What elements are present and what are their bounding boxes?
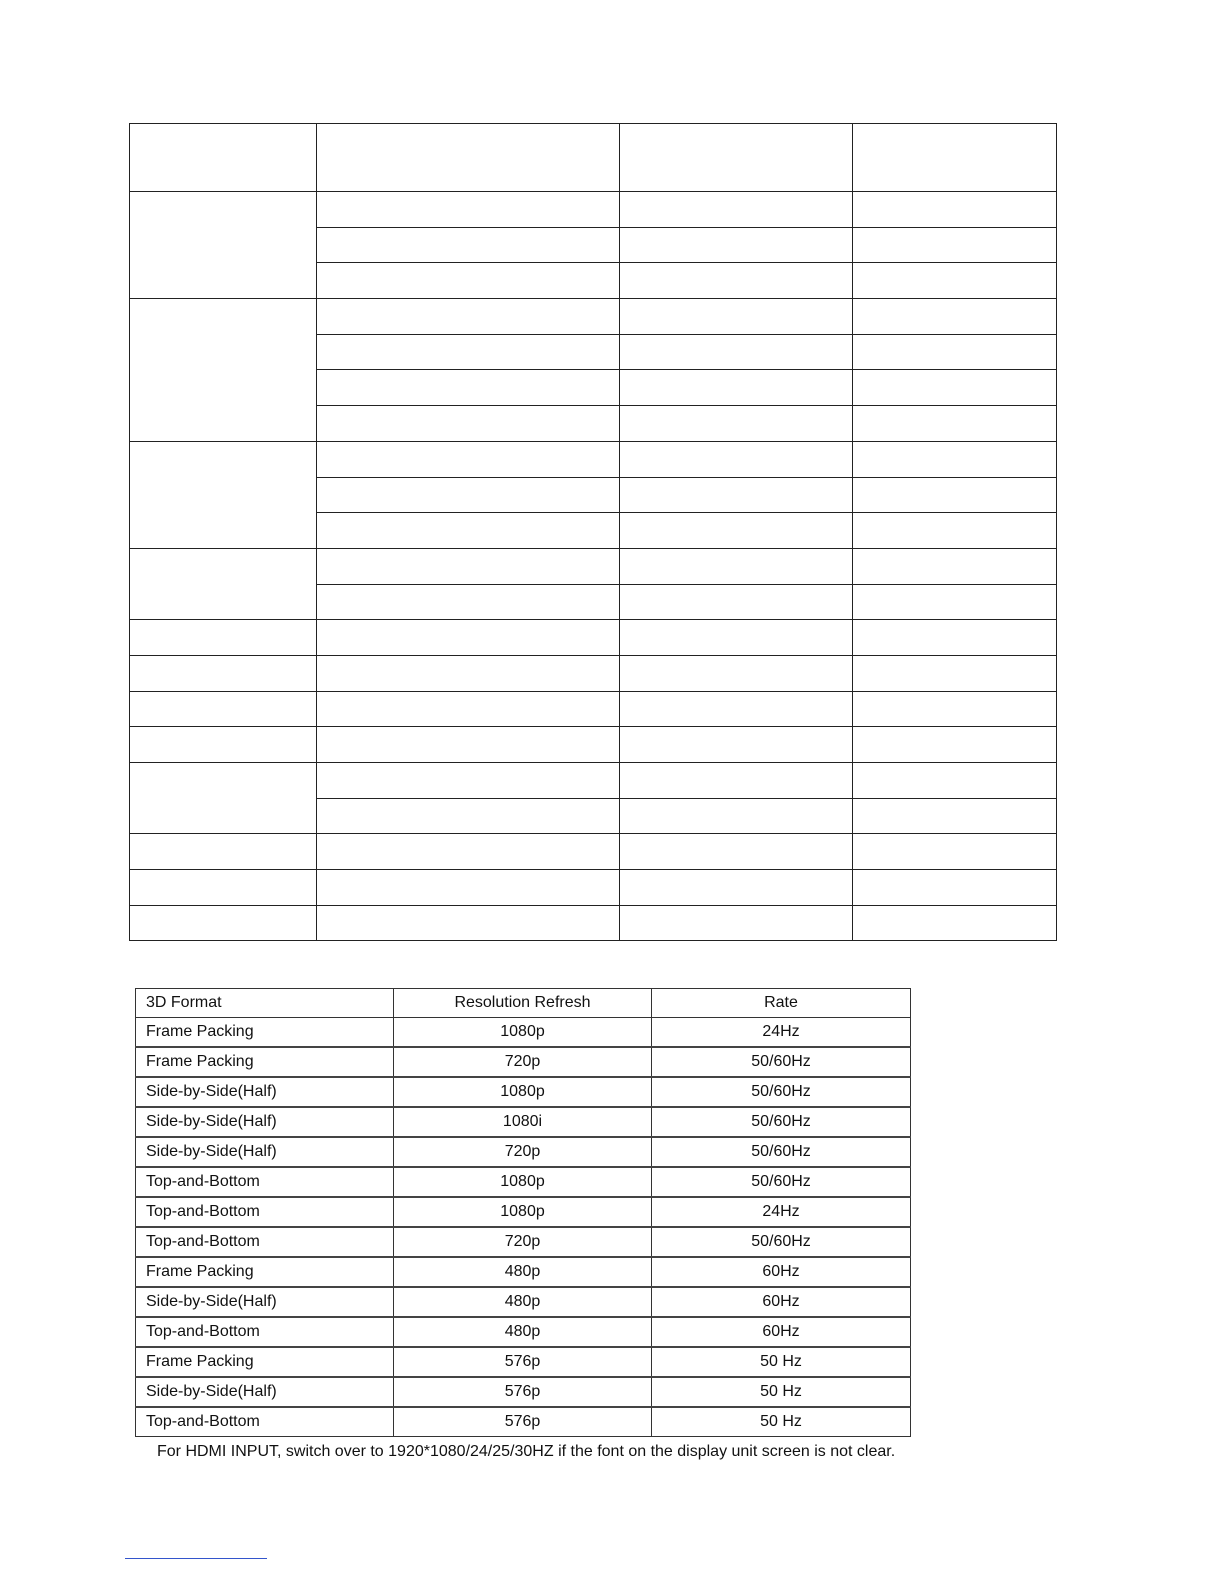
- format-cell: Top-and-Bottom: [136, 1197, 394, 1227]
- format-cell: Top-and-Bottom: [136, 1227, 394, 1257]
- grid-row: [130, 442, 1057, 478]
- rate-cell: 50/60Hz: [652, 1047, 911, 1077]
- table-row: [136, 1167, 911, 1197]
- rate-cell: 50 Hz: [652, 1377, 911, 1407]
- hdmi-input-footnote: For HDMI INPUT, switch over to 1920*1080/24/25/30HZ if the font on the display unit screen is not clear.: [157, 1443, 896, 1460]
- grid-row: [130, 870, 1057, 906]
- format-cell: Side-by-Side(Half): [136, 1077, 394, 1107]
- 3d-format-table: [135, 988, 911, 1437]
- resolution-cell: 720p: [394, 1047, 652, 1077]
- table-row: [136, 1257, 911, 1287]
- grid-row: [130, 656, 1057, 692]
- rate-cell: 50/60Hz: [652, 1107, 911, 1137]
- table-row: [136, 1197, 911, 1227]
- grid-row: [130, 549, 1057, 585]
- rate-cell: 50/60Hz: [652, 1227, 911, 1257]
- rate-cell: 24Hz: [652, 1018, 911, 1048]
- resolution-cell: 720p: [394, 1137, 652, 1167]
- table-row: [136, 1107, 911, 1137]
- resolution-cell: 1080p: [394, 1167, 652, 1197]
- rate-cell: 60Hz: [652, 1317, 911, 1347]
- grid-row: [130, 299, 1057, 335]
- rate-cell: 50/60Hz: [652, 1077, 911, 1107]
- resolution-cell: 480p: [394, 1287, 652, 1317]
- header-resolution-refresh: Resolution Refresh: [394, 989, 652, 1018]
- format-cell: Side-by-Side(Half): [136, 1377, 394, 1407]
- rate-cell: 60Hz: [652, 1287, 911, 1317]
- rate-cell: 60Hz: [652, 1257, 911, 1287]
- table-row: [136, 1407, 911, 1437]
- resolution-cell: 720p: [394, 1227, 652, 1257]
- grid-header-row: [130, 124, 1057, 192]
- table-row: [136, 1018, 911, 1048]
- empty-grid-table: [129, 123, 1057, 941]
- format-cell: Side-by-Side(Half): [136, 1287, 394, 1317]
- table-row: [136, 1137, 911, 1167]
- footer-rule: [125, 1558, 267, 1559]
- table-row: [136, 1377, 911, 1407]
- grid-row: [130, 692, 1057, 727]
- resolution-cell: 1080p: [394, 1018, 652, 1048]
- format-cell: Frame Packing: [136, 1347, 394, 1377]
- table-row: [136, 1047, 911, 1077]
- grid-row: [130, 906, 1057, 941]
- rate-cell: 50/60Hz: [652, 1137, 911, 1167]
- format-cell: Top-and-Bottom: [136, 1167, 394, 1197]
- format-cell: Side-by-Side(Half): [136, 1137, 394, 1167]
- resolution-cell: 480p: [394, 1317, 652, 1347]
- grid-row: [130, 192, 1057, 228]
- resolution-cell: 576p: [394, 1347, 652, 1377]
- resolution-cell: 1080i: [394, 1107, 652, 1137]
- resolution-cell: 1080p: [394, 1197, 652, 1227]
- grid-row: [130, 763, 1057, 799]
- format-cell: Frame Packing: [136, 1018, 394, 1048]
- table-row: [136, 1077, 911, 1107]
- format-cell: Frame Packing: [136, 1047, 394, 1077]
- format-cell: Top-and-Bottom: [136, 1407, 394, 1437]
- rate-cell: 24Hz: [652, 1197, 911, 1227]
- format-cell: Frame Packing: [136, 1257, 394, 1287]
- rate-cell: 50 Hz: [652, 1347, 911, 1377]
- resolution-cell: 576p: [394, 1407, 652, 1437]
- grid-row: [130, 620, 1057, 656]
- table-row: [136, 1347, 911, 1377]
- resolution-cell: 1080p: [394, 1077, 652, 1107]
- table-row: [136, 1287, 911, 1317]
- rate-cell: 50 Hz: [652, 1407, 911, 1437]
- format-table-header-row: [136, 989, 911, 1018]
- header-3d-format: 3D Format: [136, 989, 394, 1018]
- table-row: [136, 1317, 911, 1347]
- format-cell: Top-and-Bottom: [136, 1317, 394, 1347]
- grid-row: [130, 727, 1057, 763]
- header-rate: Rate: [652, 989, 911, 1018]
- resolution-cell: 480p: [394, 1257, 652, 1287]
- grid-row: [130, 834, 1057, 870]
- resolution-cell: 576p: [394, 1377, 652, 1407]
- rate-cell: 50/60Hz: [652, 1167, 911, 1197]
- table-row: [136, 1227, 911, 1257]
- format-cell: Side-by-Side(Half): [136, 1107, 394, 1137]
